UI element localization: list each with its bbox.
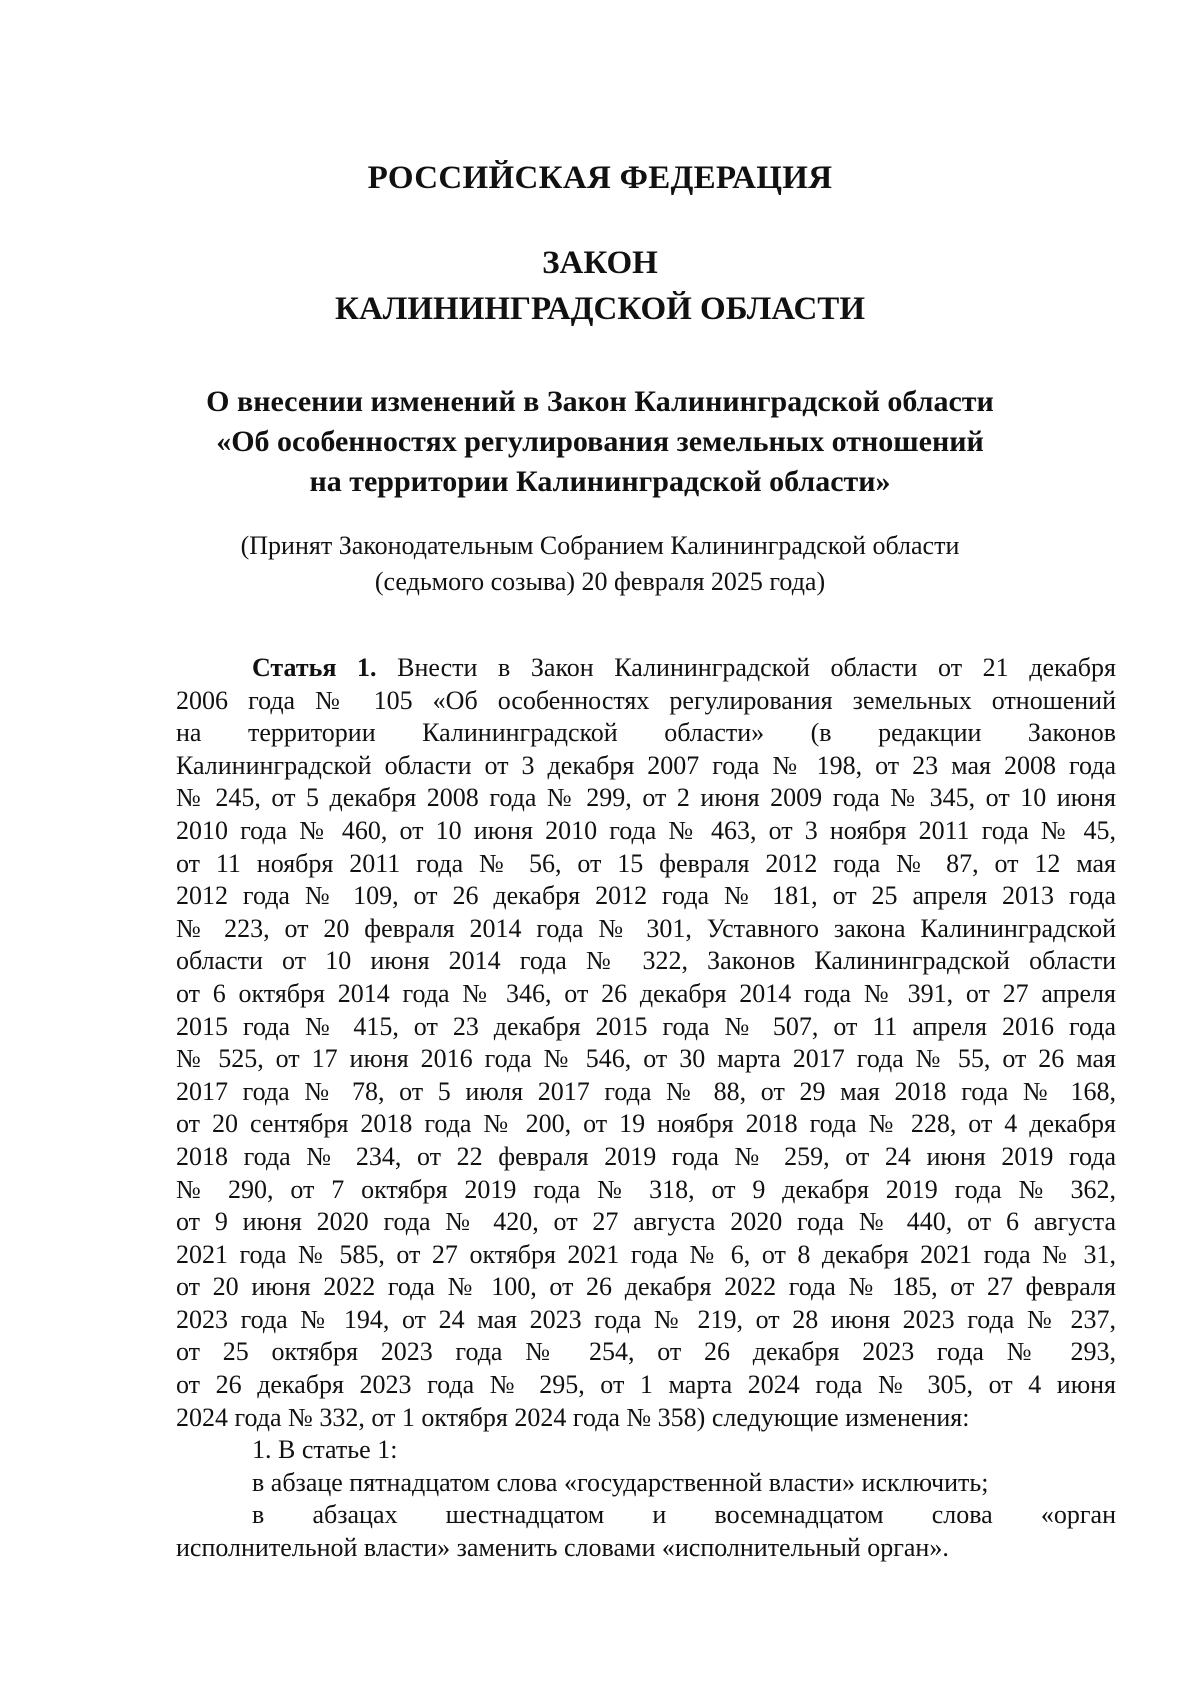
article-line: № 525, от 17 июня 2016 года № 546, от 30 марта 2017 года № 55, от 26 мая	[176, 1044, 1116, 1074]
article-line: от 9 июня 2020 года № 420, от 27 августа 2020 года № 440, от 6 августа	[176, 1207, 1116, 1237]
paragraph: в абзаце пятнадцатом слова «государственной власти» исключить;	[252, 1467, 989, 1497]
article-line: области от 10 июня 2014 года № 322, Законов Калининградской области	[176, 946, 1116, 976]
article-line: 2023 года № 194, от 24 мая 2023 года № 219, от 28 июня 2023 года № 237,	[176, 1304, 1116, 1334]
adoption-note	[0, 528, 1200, 600]
law-title-line: «Об особенностях регулирования земельных отношений	[216, 425, 984, 458]
adoption-line: (Принят Законодательным Собранием Калининградской области	[240, 531, 960, 560]
paragraph-line: исполнительной власти» заменить словами «исполнительный орган».	[176, 1533, 949, 1563]
law-title-line: О внесении изменений в Закон Калининградской области	[206, 385, 994, 418]
article-label: Статья 1.	[252, 653, 377, 682]
article-body	[176, 652, 1116, 1565]
article-line: 2010 года № 460, от 10 июня 2010 года № 463, от 3 ноября 2011 года № 45,	[176, 815, 1116, 845]
article-line: 2018 года № 234, от 22 февраля 2019 года № 259, от 24 июня 2019 года	[176, 1141, 1116, 1171]
article-line: № 245, от 5 декабря 2008 года № 299, от 2 июня 2009 года № 345, от 10 июня	[176, 783, 1116, 813]
doc-type: ЗАКОН	[542, 245, 658, 281]
article-line: 2024 года № 332, от 1 октября 2024 года № 358) следующие изменения:	[176, 1402, 970, 1432]
article-line: Калининградской области от 3 декабря 2007 года № 198, от 23 мая 2008 года	[176, 750, 1116, 780]
article-line: 2021 года № 585, от 27 октября 2021 года № 6, от 8 декабря 2021 года № 31,	[176, 1239, 1116, 1269]
article-line: от 26 декабря 2023 года № 295, от 1 марта 2024 года № 305, от 4 июня	[176, 1370, 1116, 1400]
item-heading: 1. В статье 1:	[252, 1435, 398, 1465]
article-line: 2012 года № 109, от 26 декабря 2012 года № 181, от 25 апреля 2013 года	[176, 881, 1116, 911]
article-line: 2017 года № 78, от 5 июля 2017 года № 88, от 29 мая 2018 года № 168,	[176, 1076, 1116, 1106]
article-line: 2015 года № 415, от 23 декабря 2015 года № 507, от 11 апреля 2016 года	[176, 1011, 1116, 1041]
article-first-line-text: Внести в Закон Калининградской области от 21 декабря	[397, 653, 1116, 682]
region-name: КАЛИНИНГРАДСКОЙ ОБЛАСТИ	[335, 291, 865, 327]
article-line: 2006 года № 105 «Об особенностях регулирования земельных отношений	[176, 685, 1116, 715]
law-title	[0, 382, 1200, 502]
law-heading	[0, 240, 1200, 332]
article-line: от 25 октября 2023 года № 254, от 26 декабря 2023 года № 293,	[176, 1337, 1116, 1367]
article-line: от 20 июня 2022 года № 100, от 26 декабря 2022 года № 185, от 27 февраля	[176, 1272, 1116, 1302]
adoption-line: (седьмого созыва) 20 февраля 2025 года)	[374, 567, 826, 596]
article-line: от 20 сентября 2018 года № 200, от 19 ноября 2018 года № 228, от 4 декабря	[176, 1109, 1116, 1139]
article-line: от 6 октября 2014 года № 346, от 26 декабря 2014 года № 391, от 27 апреля	[176, 978, 1116, 1008]
article-line: от 11 ноября 2011 года № 56, от 15 февраля 2012 года № 87, от 12 мая	[176, 848, 1116, 878]
article-first-line	[176, 652, 1116, 685]
paragraph-line: в абзацах шестнадцатом и восемнадцатом слова «орган	[252, 1500, 1116, 1530]
article-line: № 290, от 7 октября 2019 года № 318, от 9 декабря 2019 года № 362,	[176, 1174, 1116, 1204]
article-line: на территории Калининградской области» (в редакции Законов	[176, 718, 1116, 748]
country-heading: РОССИЙСКАЯ ФЕДЕРАЦИЯ	[367, 160, 833, 196]
article-line: № 223, от 20 февраля 2014 года № 301, Уставного закона Калининградской	[176, 913, 1116, 943]
law-title-line: на территории Калининградской области»	[309, 465, 891, 498]
